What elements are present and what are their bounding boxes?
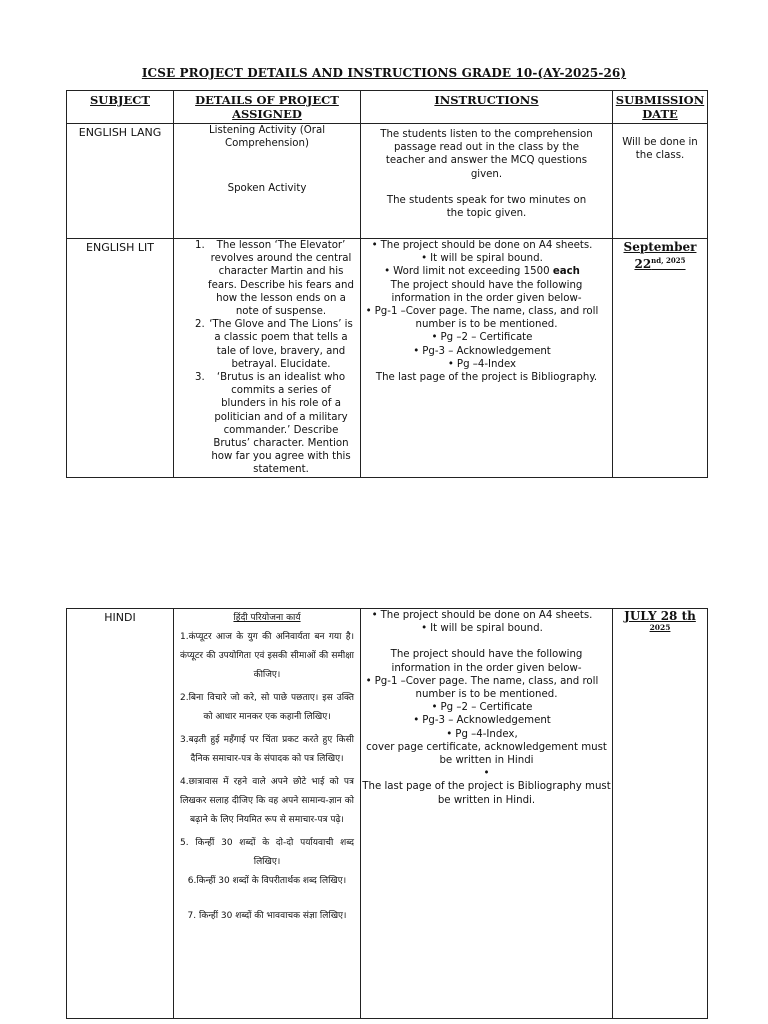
details-english-lit bbox=[174, 239, 361, 478]
list-item: • Pg –2 – Certificate bbox=[361, 701, 612, 714]
table-row-hindi bbox=[67, 609, 708, 1019]
list-item: 1. The lesson ‘The Elevator’ revolves around the central character Martin and his fears. Describe his fears and how the lesson ends on a note of suspense. bbox=[208, 239, 354, 318]
table-row-english-lit bbox=[67, 239, 708, 478]
list-item: The project should have the following information in the order given below- bbox=[390, 649, 583, 674]
list-item: • The project should be done on A4 sheets. bbox=[361, 609, 612, 622]
list-item: The last page of the project is Bibliography. bbox=[375, 372, 598, 384]
list-item: 1.कंप्यूटर आज के युग की अनिवार्यता बन गया है। कंप्यूटर की उपयोगिता एवं इसकी सीमाओं की समीक्षा कीजिए। bbox=[180, 632, 354, 680]
list-item: • Pg –4-Index, bbox=[361, 728, 612, 741]
list-item: 3.बढ़ती हुई महँगाई पर चिंता प्रकट करते हुए किसी दैनिक समाचार-पत्र के संपादक को पत्र लिखिए। bbox=[180, 735, 354, 764]
hindi-heading: हिंदी परियोजना कार्य bbox=[233, 613, 301, 623]
details-english-lang bbox=[174, 124, 361, 239]
list-item: cover page certificate, acknowledgement must be written in Hindi bbox=[366, 741, 607, 767]
table-header-row bbox=[67, 91, 708, 124]
instructions-english-lang bbox=[361, 124, 613, 239]
list-item: 2.बिना विचारे जो करे, सो पाछे पछताए। इस उक्ति को आधार मानकर एक कहानी लिखिए। bbox=[180, 693, 354, 722]
list-item: • Pg-3 – Acknowledgement bbox=[361, 345, 612, 358]
instructions-hindi bbox=[361, 609, 613, 1019]
detail-spoken: Spoken Activity bbox=[227, 183, 307, 195]
subject-english-lang: ENGLISH LANG bbox=[67, 124, 174, 239]
details-hindi bbox=[174, 609, 361, 1019]
list-item: • Pg-1 –Cover page. The name, class, and roll number is to be mentioned. bbox=[361, 305, 612, 331]
list-item: • Word limit not exceeding 1500 each bbox=[361, 265, 612, 278]
project-table-english bbox=[66, 90, 708, 478]
list-item: • Pg –4-Index bbox=[361, 358, 612, 371]
list-item: • Pg-1 –Cover page. The name, class, and roll number is to be mentioned. bbox=[361, 675, 612, 701]
bullet-marker: • bbox=[483, 768, 490, 780]
header-details: DETAILS OF PROJECT ASSIGNED bbox=[174, 91, 361, 124]
project-table-hindi bbox=[66, 608, 708, 1019]
detail-listening: Listening Activity (Oral Comprehension) bbox=[208, 125, 326, 150]
date-english-lit: September $22^{nd, 2025}$ bbox=[613, 239, 708, 478]
list-item: 5. किन्हीं 30 शब्दों के दो-दो पर्यायवाची शब्द लिखिए। bbox=[180, 838, 354, 867]
list-item: 3. ‘Brutus is an idealist who commits a series of blunders in his role of a politician and of a military commander.’ Describe Brutus’ character. Mention how far you agree with this statement. bbox=[208, 371, 354, 477]
list-item: 4.छात्रावास में रहने वाले अपने छोटे भाई को पत्र लिखकर सलाह दीजिए कि वह अपने सामान्य-ज्ञान को बढ़ाने के लिए नियमित रूप से समाचार-पत्र पढ़े। bbox=[180, 777, 354, 825]
instructions-english-lit bbox=[361, 239, 613, 478]
list-item: • Pg –2 – Certificate bbox=[361, 331, 612, 344]
table-row-english-lang bbox=[67, 124, 708, 239]
list-item: 6.किन्हीं 30 शब्दों के विपरीतार्थक शब्द लिखिए। bbox=[187, 876, 347, 886]
subject-hindi: HINDI bbox=[67, 609, 174, 1019]
list-item: 2. ‘The Glove and The Lions’ is a classic poem that tells a tale of love, bravery, and betrayal. Elucidate. bbox=[208, 318, 354, 371]
list-item: • It will be spiral bound. bbox=[361, 622, 612, 635]
subject-english-lit: ENGLISH LIT bbox=[67, 239, 174, 478]
list-item: 7. किन्हीं 30 शब्दों की भाववाचक संज्ञा लिखिए। bbox=[187, 911, 347, 921]
list-item: • It will be spiral bound. bbox=[361, 252, 612, 265]
header-submission-date: SUBMISSION DATE bbox=[613, 91, 708, 124]
list-item: • The project should be done on A4 sheets. bbox=[361, 239, 612, 252]
list-item: The project should have the following information in the order given below- bbox=[390, 279, 583, 304]
date-english-lang: Will be done in the class. bbox=[613, 124, 708, 239]
list-item: The last page of the project is Bibliography must be written in Hindi. bbox=[362, 781, 611, 806]
page-title: ICSE PROJECT DETAILS AND INSTRUCTIONS GRADE 10-(AY-2025-26) bbox=[141, 66, 627, 80]
date-hindi: JULY 28 th 2025 bbox=[613, 609, 708, 1019]
header-subject: SUBJECT bbox=[67, 91, 174, 124]
header-instructions: INSTRUCTIONS bbox=[361, 91, 613, 124]
list-item: • Pg-3 – Acknowledgement bbox=[361, 714, 612, 727]
instr-spoken: The students speak for two minutes on the topic given. bbox=[386, 194, 587, 220]
instr-listening: The students listen to the comprehension passage read out in the class by the teacher and answer the MCQ questions given. bbox=[380, 129, 593, 180]
